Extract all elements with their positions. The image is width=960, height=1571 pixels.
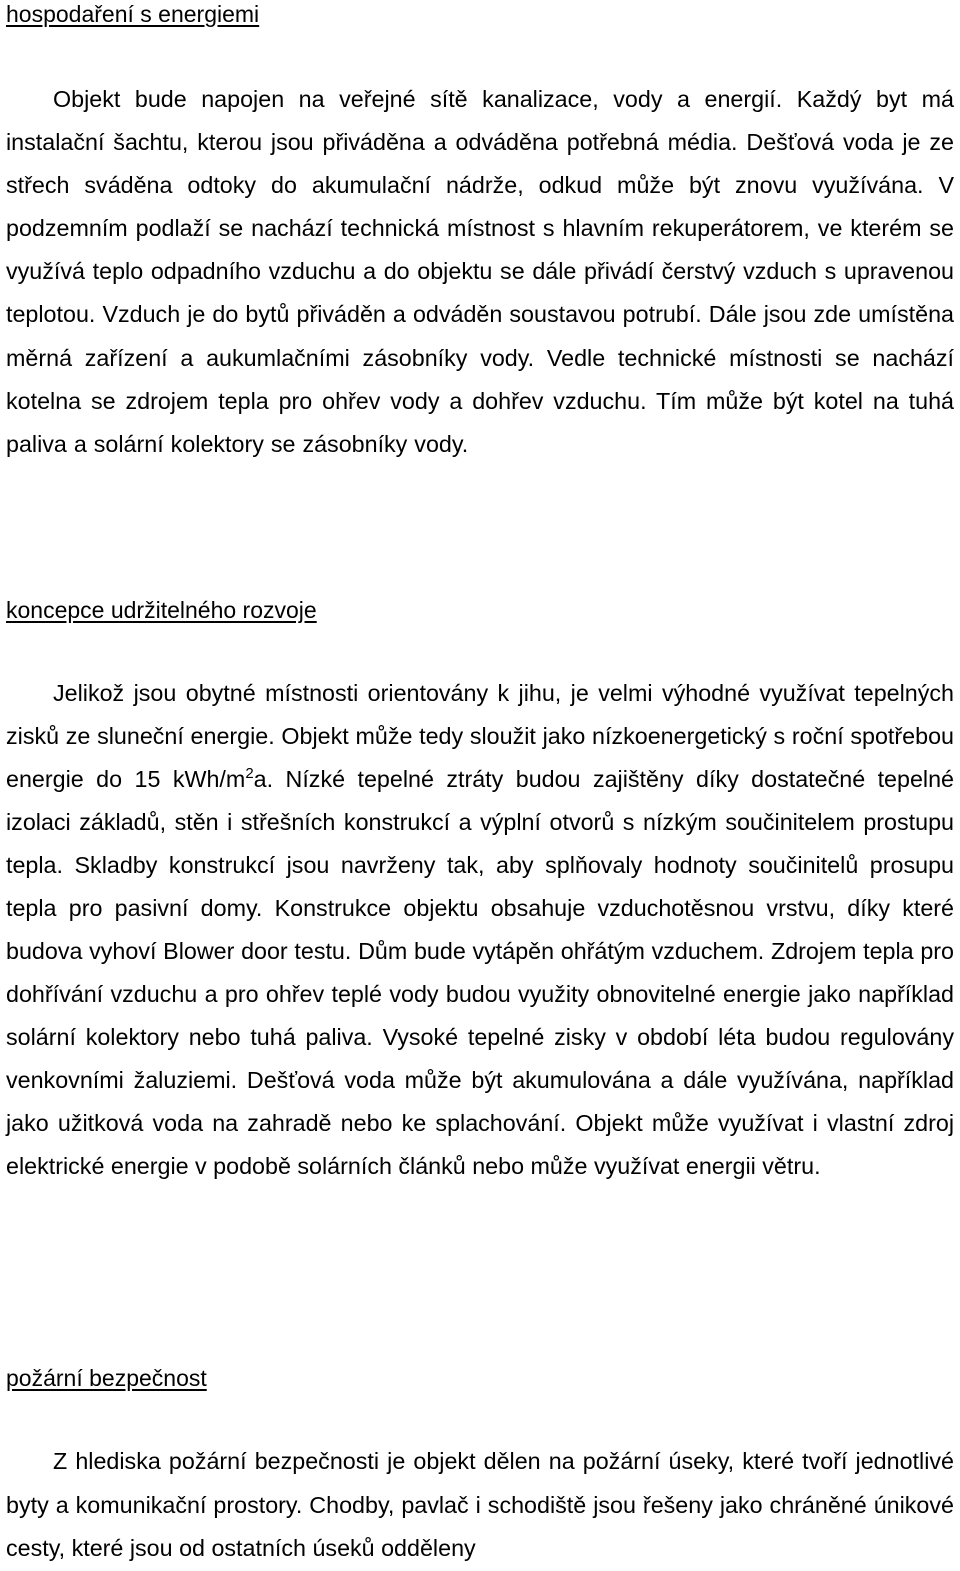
section-body-energy: Objekt bude napojen na veřejné sítě kanalizace, vody a energií. Každý byt má instalační šachtu, kterou jsou přiváděna a odváděna potřebná média. Dešťová voda je ze střech sváděna odtoky do akumulační nádrže, odkud může být znovu využívána. V podzemním podlaží se nachází technická místnost s hlavním rekuperátorem, ve kterém se využívá teplo odpadního vzduchu a do objektu se dále přivádí čerstvý vzduch s upravenou teplotou. Vzduch je do bytů přiváděn a odváděn soustavou potrubí. Dále jsou zde umístěna měrná zařízení a aukumlačními zásobníky vody. Vedle technické místnosti se nachází kotelna se zdrojem tepla pro ohřev vody a dohřev vzduchu. Tím může být kotel na tuhá paliva a solární kolektory se zásobníky vody. [6, 86, 954, 457]
body-text-part-1: Jelikož jsou obytné místnosti orientovány k jihu, je velmi výhodné využívat tepelných zisků ze sluneční energie. Objekt může tedy sloužit jako nízkoenergetický s roční spotřebou energie do 15 kWh/m [6, 680, 954, 792]
body-text-part-2: a. Nízké tepelné ztráty budou zajištěny díky dostatečné tepelné izolaci základů, stěn i střešních konstrukcí a výplní otvorů s nízkým součinitelem prostupu tepla. Skladby konstrukcí jsou navrženy tak, aby splňovaly hodnoty součinitelů prosupu tepla pro pasivní domy. Konstrukce objektu obsahuje vzduchotěsnou vrstvu, díky které budova vyhoví Blower door testu. Dům bude vytápěn ohřátým vzduchem. Zdrojem tepla pro dohřívání vzduchu a pro ohřev teplé vody budou využity obnovitelné energie jako například solární kolektory nebo tuhá paliva. Vysoké tepelné zisky v období léta budou regulovány venkovními žaluziemi. Dešťová voda může být akumulována a dále využívána, například jako užitková voda na zahradě nebo ke splachování. Objekt může využívat i vlastní zdroj elektrické energie v podobě solárních článků nebo může využívat energii větru. [6, 766, 955, 1179]
section-body-fire-safety: Z hlediska požární bezpečnosti je objekt dělen na požární úseky, které tvoří jednotlivé byty a komunikační prostory. Chodby, pavlač i schodiště jsou řešeny jako chráněné únikové cesty, které jsou od ostatních úseků odděleny [6, 1448, 954, 1561]
section-body-sustainability [6, 672, 954, 1188]
section-heading-fire-safety: požární bezpečnost [6, 1365, 207, 1391]
superscript-2: 2 [245, 765, 254, 782]
section-heading-sustainability: koncepce udržitelného rozvoje [6, 597, 317, 623]
section-heading-energy: hospodaření s energiemi [6, 1, 260, 27]
